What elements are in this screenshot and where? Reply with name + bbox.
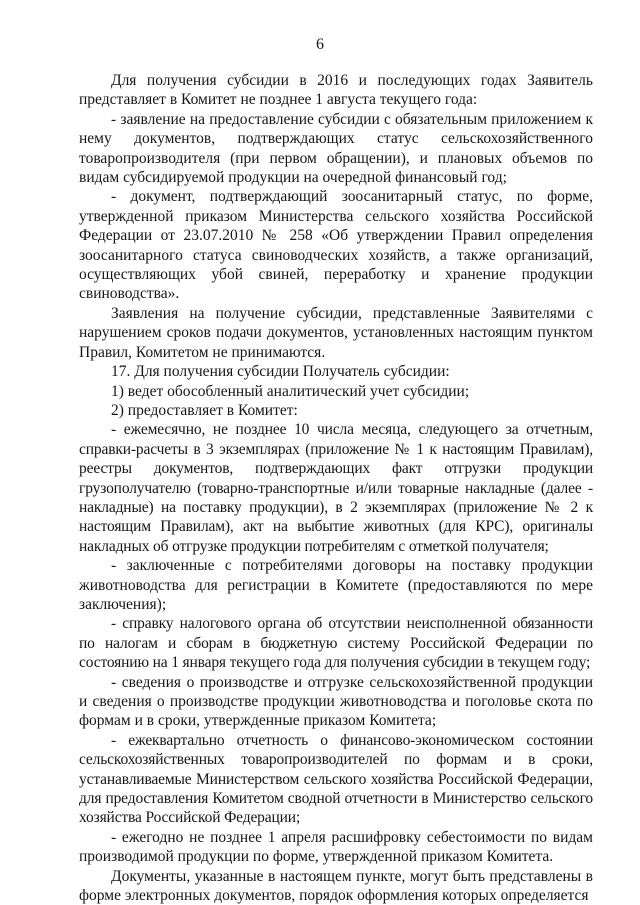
paragraph-late-applications: Заявления на получение субсидии, представленные Заявителями с нарушением сроков подачи документов, установленных настоящим пунктом Правил, Комитетом не принимаются. bbox=[79, 304, 593, 361]
list-item-accounting: 1) ведет обособленный аналитический учет субсидии; bbox=[111, 382, 470, 400]
document-body bbox=[79, 71, 593, 905]
list-item-zoosanitary-document: - документ, подтверждающий зоосанитарный статус, по форме, утвержденной приказом Министерства сельского хозяйства Российской Федерации от 23.07.2010 № 258 «Об утверждении Правил определения зоосанитарного статуса свиноводческих хозяйств, а также организаций, осуществляющих убой свиней, переработку и хранение продукции свиноводства». bbox=[79, 188, 593, 303]
list-item-tax-certificate: - справку налогового органа об отсутствии неисполненной обязанности по налогам и сборам в бюджетную систему Российской Федерации по состоянию на 1 января текущего года для получения субсидии в текущем году; bbox=[79, 615, 593, 672]
list-item-submits: 2) предоставляет в Комитет: bbox=[111, 401, 298, 419]
list-item-annual-costing: - ежегодно не позднее 1 апреля расшифровку себестоимости по видам производимой продукции по форме, утвержденной приказом Комитета. bbox=[79, 828, 593, 866]
list-item-application: - заявление на предоставление субсидии с обязательным приложением к нему документов, подтверждающих статус сельскохозяйственного товаропроизводителя (при первом обращении), и плановых объемов по видам субсидируемой продукции на очередной финансовый год; bbox=[79, 110, 593, 187]
list-item-production-info: - сведения о производстве и отгрузке сельскохозяйственной продукции и сведения о производстве продукции животноводства и поголовье скота по формам и в сроки, утвержденные приказом Комитета; bbox=[79, 673, 593, 730]
list-item-monthly-reports: - ежемесячно, не позднее 10 числа месяца, следующего за отчетным, справки-расчеты в 3 экземплярах (приложение № 1 к настоящим Правилам), реестры документов, подтверждающих факт отгрузки продукции грузополучателю (товарно-транспортные и/или товарные накладные (далее - накладные) на поставку продукции), в 2 экземплярах (приложение № 2 к настоящим Правилам), акт на выбытие животных (для КРС), оригиналы накладных об отгрузке продукции потребителям с отметкой получателя; bbox=[79, 421, 593, 555]
paragraph-electronic-documents: Документы, указанные в настоящем пункте, могут быть представлены в форме электронных документов, порядок оформления которых определяется bbox=[79, 867, 593, 905]
list-item-quarterly-reports: - ежеквартально отчетность о финансово-экономическом состоянии сельскохозяйственных товаропроизводителей по формам и в сроки, устанавливаемые Министерством сельского хозяйства Российской Федерации, для предоставления Комитетом сводной отчетности в Министерство сельского хозяйства Российской Федерации; bbox=[79, 731, 593, 827]
list-item-contracts: - заключенные с потребителями договоры на поставку продукции животноводства для регистрации в Комитете (предоставляются по мере заключения); bbox=[79, 557, 593, 613]
page-number: 6 bbox=[316, 36, 324, 53]
paragraph-intro: Для получения субсидии в 2016 и последующих годах Заявитель представляет в Комитет не позднее 1 августа текущего года: bbox=[79, 72, 593, 109]
paragraph-clause-17: 17. Для получения субсидии Получатель субсидии: bbox=[111, 363, 450, 381]
